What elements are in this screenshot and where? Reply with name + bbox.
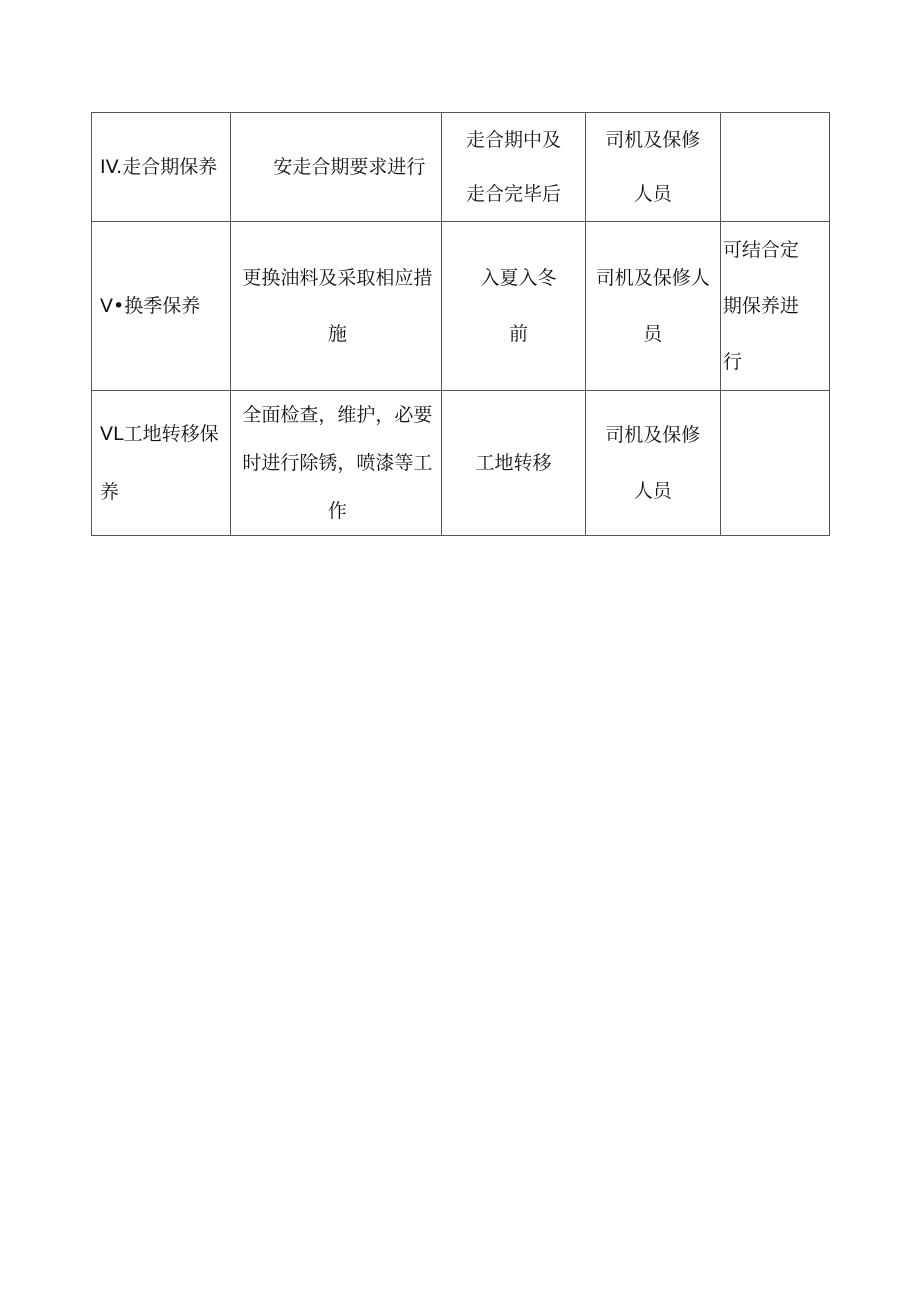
maintenance-remark: 可结合定期保养进行: [722, 239, 799, 373]
maintenance-type: VL工地转移保养: [100, 423, 219, 503]
maintenance-content-cell: [231, 113, 442, 222]
maintenance-personnel-cell: [585, 391, 720, 536]
maintenance-time: 工地转移: [475, 452, 552, 474]
maintenance-remark-cell: [720, 222, 829, 391]
maintenance-remark-cell: [720, 113, 829, 222]
maintenance-type: IV.走合期保养: [100, 156, 218, 178]
maintenance-table: [91, 112, 830, 536]
maintenance-time-cell: [442, 222, 585, 391]
maintenance-type-cell: [92, 391, 231, 536]
maintenance-type-cell: [92, 113, 231, 222]
maintenance-time-cell: [442, 113, 585, 222]
maintenance-content: 全面检查，维护，必要时进行除锈，喷漆等工作: [242, 404, 433, 522]
maintenance-content-cell: [231, 222, 442, 391]
table-row: [92, 113, 830, 222]
maintenance-personnel-cell: [585, 222, 720, 391]
maintenance-remark-cell: [720, 391, 829, 536]
table-row: [92, 391, 830, 536]
maintenance-type-cell: [92, 222, 231, 391]
maintenance-type: V•换季保养: [100, 295, 201, 317]
maintenance-time: 入夏入冬前: [480, 267, 557, 345]
maintenance-personnel: 司机及保修人员: [605, 129, 701, 205]
maintenance-time-cell: [442, 391, 585, 536]
maintenance-personnel: 司机及保修人员: [605, 424, 701, 502]
maintenance-content: 更换油料及采取相应措施: [242, 267, 433, 345]
maintenance-personnel-cell: [585, 113, 720, 222]
table-row: [92, 222, 830, 391]
maintenance-time: 走合期中及走合完毕后: [466, 129, 562, 205]
maintenance-content-cell: [231, 391, 442, 536]
maintenance-content: 安走合期要求进行: [273, 156, 426, 178]
maintenance-personnel: 司机及保修人员: [595, 267, 710, 345]
